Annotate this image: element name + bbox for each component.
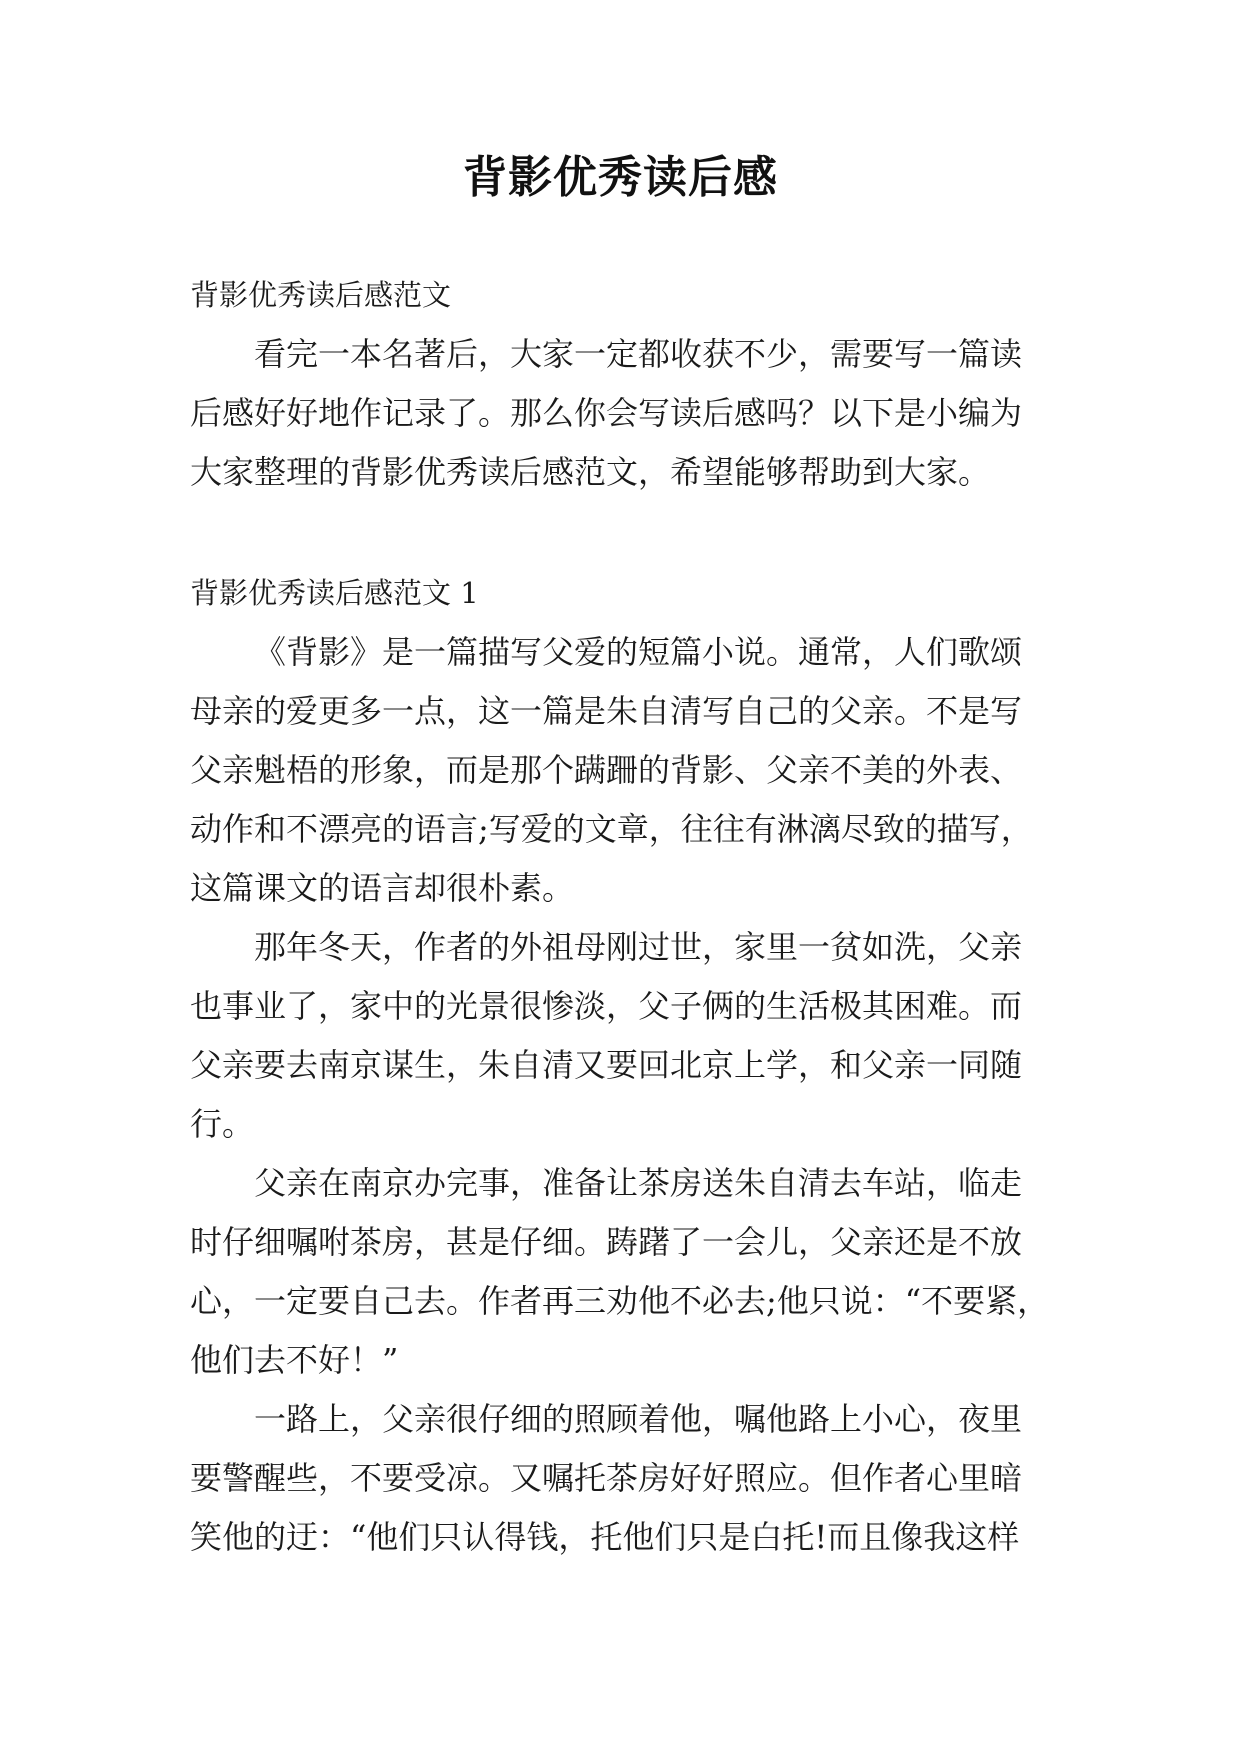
section-gap — [190, 502, 1050, 564]
paragraph-4 — [190, 1390, 1050, 1567]
text-line: 后感好好地作记录了。那么你会写读后感吗？以下是小编为 — [190, 394, 1023, 432]
text-line: 父亲魁梧的形象，而是那个蹒跚的背影、父亲不美的外表、 — [190, 751, 1023, 789]
text-line: 那年冬天，作者的外祖母刚过世，家里一贫如洗，父亲 — [254, 928, 1023, 966]
text-line: 父亲在南京办完事，准备让茶房送朱自清去车站，临走 — [254, 1164, 1023, 1202]
paragraph-2 — [190, 918, 1050, 1154]
text-line: 这篇课文的语言却很朴素。 — [190, 869, 575, 907]
intro-heading: 背影优秀读后感范文 — [190, 278, 452, 312]
paragraph-1 — [190, 623, 1050, 918]
text-line: 笑他的迂：“他们只认得钱，托他们只是白托!而且像我这样 — [190, 1518, 1020, 1556]
paragraph-3 — [190, 1154, 1050, 1390]
document-body — [190, 266, 1050, 1567]
text-line: 也事业了，家中的光景很惨淡，父子俩的生活极其困难。而 — [190, 987, 1023, 1025]
text-line: 时仔细嘱咐茶房，甚是仔细。踌躇了一会儿，父亲还是不放 — [190, 1223, 1023, 1261]
text-line: 他们去不好！” — [190, 1341, 399, 1379]
text-line: 动作和不漂亮的语言;写爱的文章，往往有淋漓尽致的描写， — [190, 810, 1033, 848]
text-line: 心，一定要自己去。作者再三劝他不必去;他只说：“不要紧， — [190, 1282, 1050, 1320]
text-line: 要警醒些，不要受凉。又嘱托茶房好好照应。但作者心里暗 — [190, 1459, 1023, 1497]
text-line: 一路上，父亲很仔细的照顾着他，嘱他路上小心，夜里 — [254, 1400, 1023, 1438]
text-line: 看完一本名著后，大家一定都收获不少，需要写一篇读 — [254, 335, 1023, 373]
text-line: 母亲的爱更多一点，这一篇是朱自清写自己的父亲。不是写 — [190, 692, 1023, 730]
text-line: 行。 — [190, 1105, 255, 1143]
document-title: 背影优秀读后感 — [463, 152, 778, 203]
text-line: 《背影》是一篇描写父爱的短篇小说。通常，人们歌颂 — [254, 633, 1023, 671]
section-heading: 背影优秀读后感范文 1 — [190, 576, 479, 610]
text-line: 父亲要去南京谋生，朱自清又要回北京上学，和父亲一同随 — [190, 1046, 1023, 1084]
text-line: 大家整理的背影优秀读后感范文，希望能够帮助到大家。 — [190, 453, 991, 491]
intro-paragraph — [190, 325, 1050, 502]
